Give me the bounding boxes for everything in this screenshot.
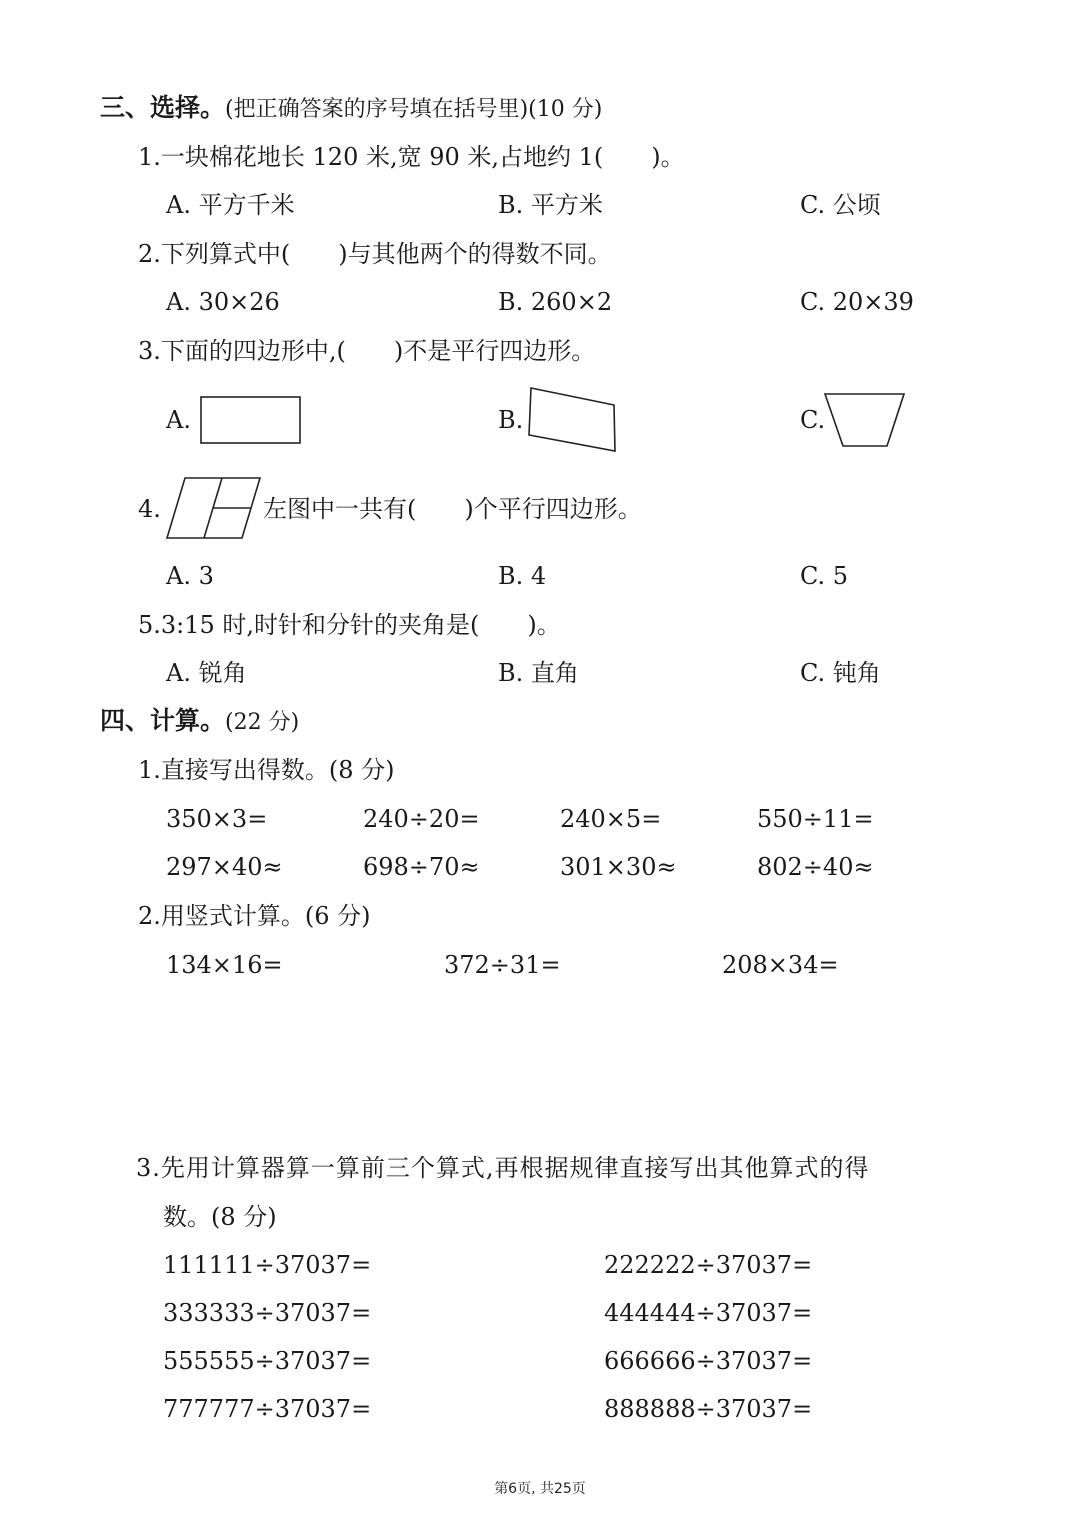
calc-item: 240÷20=: [363, 805, 480, 833]
question-5-option-a: A. 锐角: [166, 659, 247, 687]
section4-heading: [100, 706, 299, 738]
pattern-item: 555555÷37037=: [163, 1347, 372, 1375]
section4-title: 四、计算。: [100, 706, 226, 735]
pattern-item: 111111÷37037=: [163, 1251, 372, 1279]
question-5-stem: 5.3:15 时,时针和分针的夹角是( )。: [138, 611, 561, 639]
question-2-option-a: A. 30×26: [166, 288, 280, 316]
question-5-option-c: C. 钝角: [800, 659, 881, 687]
question-5-option-b: B. 直角: [498, 659, 579, 687]
question-3-stem: 3.下面的四边形中,( )不是平行四边形。: [138, 337, 596, 365]
question-2-stem: 2.下列算式中( )与其他两个的得数不同。: [138, 240, 612, 268]
vertical-calc-item: 134×16=: [166, 951, 283, 979]
question-4-stem: 左图中一共有( )个平行四边形。: [263, 495, 642, 523]
section3-title: 三、选择。: [100, 93, 226, 122]
estimate-item: 802÷40≈: [757, 853, 874, 881]
question-3-option-c: C.: [800, 406, 826, 434]
estimate-item: 698÷70≈: [363, 853, 480, 881]
question-1-stem: 1.一块棉花地长 120 米,宽 90 米,占地约 1( )。: [138, 143, 685, 171]
quadrilateral-figure: [527, 386, 619, 454]
section4-note: (22 分): [225, 710, 300, 735]
question-3-option-b: B.: [498, 406, 524, 434]
part1-title: 1.直接写出得数。(8 分): [138, 756, 395, 784]
question-3-option-a: A.: [166, 406, 191, 434]
calc-item: 550÷11=: [757, 805, 874, 833]
question-4-option-c: C. 5: [800, 562, 849, 590]
rectangle-figure: [200, 396, 302, 444]
question-4-option-a: A. 3: [166, 562, 214, 590]
question-4-option-b: B. 4: [498, 562, 547, 590]
pattern-item: 888888÷37037=: [604, 1395, 813, 1423]
question-1-option-a: A. 平方千米: [166, 191, 295, 219]
pattern-item: 444444÷37037=: [604, 1299, 813, 1327]
estimate-item: 297×40≈: [166, 853, 283, 881]
pattern-item: 333333÷37037=: [163, 1299, 372, 1327]
question-1-option-b: B. 平方米: [498, 191, 603, 219]
section3-heading: [100, 93, 602, 125]
estimate-item: 301×30≈: [560, 853, 677, 881]
section3-note: (把正确答案的序号填在括号里)(10 分): [225, 97, 603, 122]
part2-title: 2.用竖式计算。(6 分): [138, 902, 371, 930]
part3-title-line2: 数。(8 分): [163, 1203, 277, 1231]
question-4-number: 4.: [138, 495, 161, 523]
question-1-option-c: C. 公顷: [800, 191, 881, 219]
pattern-item: 666666÷37037=: [604, 1347, 813, 1375]
trapezoid-figure: [823, 392, 907, 448]
page-number: 第6页, 共25页: [494, 1481, 586, 1497]
question-2-option-c: C. 20×39: [800, 288, 914, 316]
pattern-item: 777777÷37037=: [163, 1395, 372, 1423]
calc-item: 240×5=: [560, 805, 662, 833]
calc-item: 350×3=: [166, 805, 268, 833]
vertical-calc-item: 372÷31=: [444, 951, 561, 979]
question-2-option-b: B. 260×2: [498, 288, 613, 316]
part3-title-line1: 3.先用计算器算一算前三个算式,再根据规律直接写出其他算式的得: [136, 1154, 870, 1182]
vertical-calc-item: 208×34=: [722, 951, 839, 979]
parallelogram-figure: [165, 476, 263, 540]
pattern-item: 222222÷37037=: [604, 1251, 813, 1279]
